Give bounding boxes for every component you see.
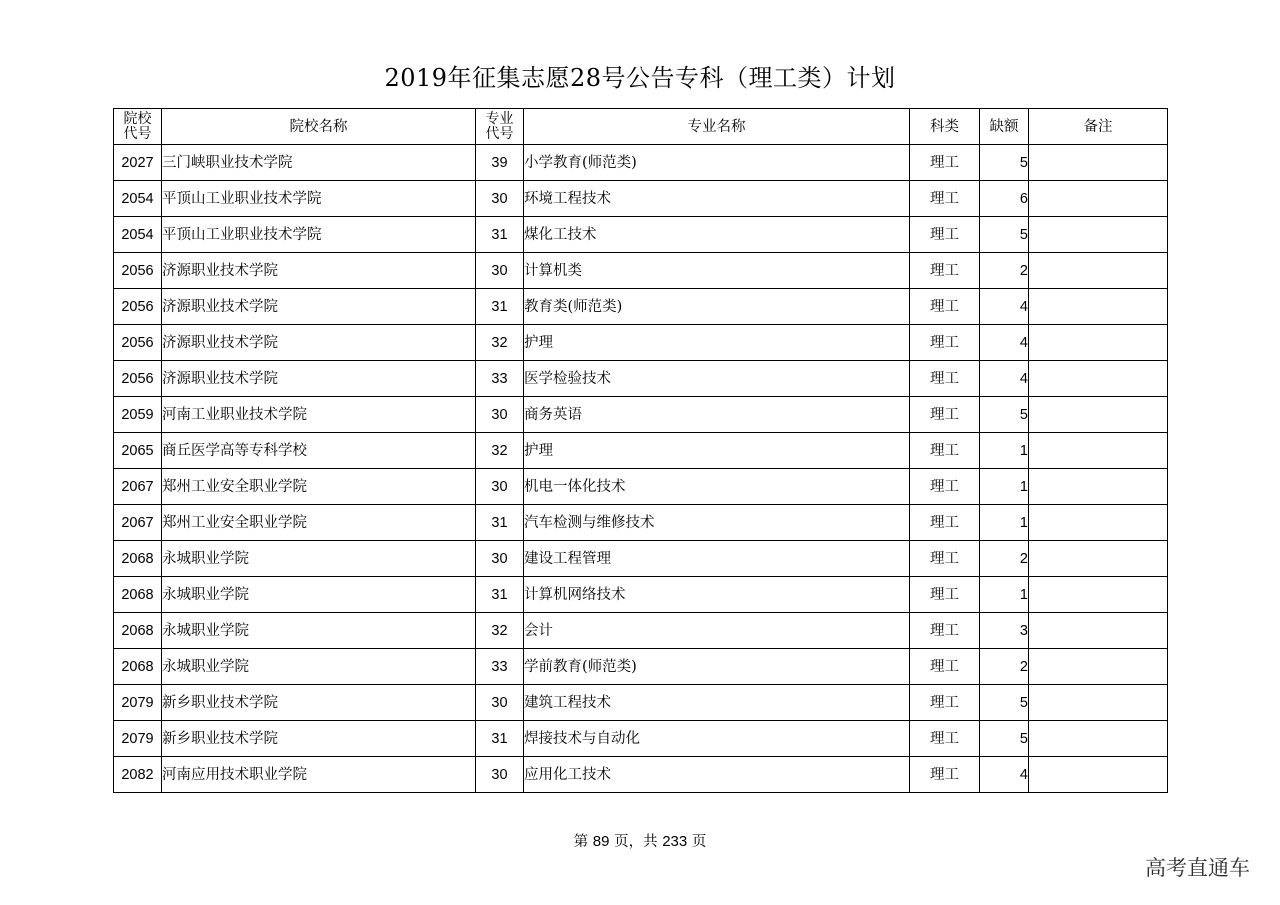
cell-major-name: 机电一体化技术 [524, 469, 910, 505]
cell-note [1029, 757, 1168, 793]
cell-major-name: 学前教育(师范类) [524, 649, 910, 685]
cell-quota: 5 [980, 397, 1029, 433]
header-school-code [114, 109, 162, 145]
table-row [114, 685, 1168, 721]
cell-category: 理工 [910, 181, 980, 217]
cell-major-name: 计算机类 [524, 253, 910, 289]
cell-school-code: 2056 [114, 289, 162, 325]
cell-major-name: 建设工程管理 [524, 541, 910, 577]
cell-category: 理工 [910, 685, 980, 721]
cell-school-code: 2068 [114, 613, 162, 649]
cell-category: 理工 [910, 325, 980, 361]
table-row [114, 181, 1168, 217]
cell-major-name: 煤化工技术 [524, 217, 910, 253]
cell-note [1029, 577, 1168, 613]
cell-major-code: 31 [476, 721, 524, 757]
table-row [114, 217, 1168, 253]
cell-school-name: 永城职业学院 [162, 577, 476, 613]
cell-school-name: 济源职业技术学院 [162, 325, 476, 361]
cell-note [1029, 361, 1168, 397]
cell-major-code: 30 [476, 757, 524, 793]
cell-school-code: 2056 [114, 253, 162, 289]
cell-major-code: 39 [476, 145, 524, 181]
cell-note [1029, 685, 1168, 721]
cell-school-code: 2079 [114, 721, 162, 757]
cell-school-code: 2067 [114, 469, 162, 505]
cell-major-code: 32 [476, 613, 524, 649]
cell-school-name: 平顶山工业职业技术学院 [162, 181, 476, 217]
cell-category: 理工 [910, 505, 980, 541]
cell-category: 理工 [910, 757, 980, 793]
cell-quota: 6 [980, 181, 1029, 217]
table-row [114, 253, 1168, 289]
footer-middle: 页，共 [609, 834, 663, 850]
cell-major-code: 30 [476, 181, 524, 217]
cell-school-code: 2056 [114, 361, 162, 397]
header-major-code-line2: 代号 [485, 125, 514, 142]
table-row [114, 289, 1168, 325]
cell-note [1029, 397, 1168, 433]
cell-school-code: 2027 [114, 145, 162, 181]
table-row [114, 469, 1168, 505]
cell-major-code: 31 [476, 577, 524, 613]
cell-school-name: 郑州工业安全职业学院 [162, 469, 476, 505]
table-row [114, 721, 1168, 757]
cell-school-name: 新乡职业技术学院 [162, 721, 476, 757]
cell-quota: 2 [980, 541, 1029, 577]
cell-note [1029, 505, 1168, 541]
watermark: 高考直通车 [1145, 856, 1250, 880]
header-note: 备注 [1029, 109, 1168, 145]
cell-school-code: 2056 [114, 325, 162, 361]
footer-suffix: 页 [687, 834, 707, 850]
table-row [114, 361, 1168, 397]
header-school-name: 院校名称 [162, 109, 476, 145]
table-row [114, 397, 1168, 433]
footer-prefix: 第 [573, 834, 593, 850]
cell-major-code: 30 [476, 541, 524, 577]
cell-major-code: 30 [476, 397, 524, 433]
table-row [114, 541, 1168, 577]
cell-school-name: 永城职业学院 [162, 541, 476, 577]
cell-school-name: 三门峡职业技术学院 [162, 145, 476, 181]
plan-table [113, 108, 1168, 793]
cell-major-name: 医学检验技术 [524, 361, 910, 397]
table-row [114, 145, 1168, 181]
cell-major-code: 30 [476, 253, 524, 289]
table-row [114, 325, 1168, 361]
cell-school-name: 永城职业学院 [162, 613, 476, 649]
cell-school-name: 商丘医学高等专科学校 [162, 433, 476, 469]
cell-major-code: 30 [476, 469, 524, 505]
cell-school-code: 2059 [114, 397, 162, 433]
cell-quota: 1 [980, 505, 1029, 541]
table-row [114, 577, 1168, 613]
cell-school-code: 2068 [114, 649, 162, 685]
cell-note [1029, 649, 1168, 685]
cell-school-name: 济源职业技术学院 [162, 289, 476, 325]
cell-school-code: 2079 [114, 685, 162, 721]
cell-school-name: 永城职业学院 [162, 649, 476, 685]
cell-category: 理工 [910, 721, 980, 757]
cell-major-name: 应用化工技术 [524, 757, 910, 793]
cell-school-code: 2068 [114, 577, 162, 613]
cell-category: 理工 [910, 469, 980, 505]
cell-major-code: 32 [476, 433, 524, 469]
cell-quota: 4 [980, 289, 1029, 325]
cell-quota: 2 [980, 253, 1029, 289]
table-header-row [114, 109, 1168, 145]
cell-note [1029, 469, 1168, 505]
cell-major-name: 教育类(师范类) [524, 289, 910, 325]
cell-category: 理工 [910, 433, 980, 469]
footer-page-number: 89 [592, 833, 610, 850]
cell-major-name: 环境工程技术 [524, 181, 910, 217]
cell-category: 理工 [910, 145, 980, 181]
cell-school-name: 济源职业技术学院 [162, 361, 476, 397]
cell-school-name: 济源职业技术学院 [162, 253, 476, 289]
cell-note [1029, 541, 1168, 577]
cell-note [1029, 217, 1168, 253]
table-row [114, 505, 1168, 541]
cell-school-name: 新乡职业技术学院 [162, 685, 476, 721]
cell-major-name: 计算机网络技术 [524, 577, 910, 613]
header-major-code-line1: 专业 [485, 110, 514, 127]
cell-category: 理工 [910, 217, 980, 253]
cell-school-code: 2082 [114, 757, 162, 793]
header-category: 科类 [910, 109, 980, 145]
cell-major-name: 护理 [524, 325, 910, 361]
cell-quota: 1 [980, 577, 1029, 613]
cell-quota: 1 [980, 469, 1029, 505]
footer-total-pages: 233 [662, 833, 688, 850]
cell-note [1029, 721, 1168, 757]
cell-school-code: 2068 [114, 541, 162, 577]
cell-category: 理工 [910, 577, 980, 613]
cell-category: 理工 [910, 649, 980, 685]
cell-major-code: 31 [476, 505, 524, 541]
cell-note [1029, 613, 1168, 649]
cell-quota: 2 [980, 649, 1029, 685]
cell-quota: 5 [980, 145, 1029, 181]
cell-category: 理工 [910, 289, 980, 325]
cell-major-code: 31 [476, 217, 524, 253]
cell-major-name: 小学教育(师范类) [524, 145, 910, 181]
header-school-code-line1: 院校 [123, 110, 152, 127]
table-body [114, 145, 1168, 793]
cell-major-name: 汽车检测与维修技术 [524, 505, 910, 541]
cell-note [1029, 325, 1168, 361]
cell-major-code: 32 [476, 325, 524, 361]
cell-major-name: 会计 [524, 613, 910, 649]
cell-note [1029, 145, 1168, 181]
cell-school-name: 平顶山工业职业技术学院 [162, 217, 476, 253]
cell-major-code: 33 [476, 361, 524, 397]
cell-note [1029, 253, 1168, 289]
cell-major-name: 建筑工程技术 [524, 685, 910, 721]
cell-category: 理工 [910, 613, 980, 649]
cell-quota: 4 [980, 325, 1029, 361]
cell-quota: 4 [980, 361, 1029, 397]
page-title: 2019年征集志愿28号公告专科（理工类）计划 [384, 64, 896, 92]
table-row [114, 613, 1168, 649]
cell-note [1029, 289, 1168, 325]
cell-quota: 5 [980, 685, 1029, 721]
cell-category: 理工 [910, 253, 980, 289]
cell-category: 理工 [910, 397, 980, 433]
cell-quota: 5 [980, 721, 1029, 757]
cell-school-code: 2067 [114, 505, 162, 541]
table-row [114, 433, 1168, 469]
cell-major-code: 31 [476, 289, 524, 325]
header-major-code [476, 109, 524, 145]
cell-school-code: 2054 [114, 217, 162, 253]
cell-major-name: 焊接技术与自动化 [524, 721, 910, 757]
cell-note [1029, 433, 1168, 469]
cell-quota: 5 [980, 217, 1029, 253]
cell-school-code: 2065 [114, 433, 162, 469]
cell-school-name: 郑州工业安全职业学院 [162, 505, 476, 541]
cell-quota: 3 [980, 613, 1029, 649]
cell-school-name: 河南应用技术职业学院 [162, 757, 476, 793]
cell-school-code: 2054 [114, 181, 162, 217]
page-footer [0, 830, 1280, 851]
cell-note [1029, 181, 1168, 217]
cell-major-code: 33 [476, 649, 524, 685]
cell-major-code: 30 [476, 685, 524, 721]
cell-quota: 1 [980, 433, 1029, 469]
cell-category: 理工 [910, 361, 980, 397]
cell-category: 理工 [910, 541, 980, 577]
cell-major-name: 护理 [524, 433, 910, 469]
cell-school-name: 河南工业职业技术学院 [162, 397, 476, 433]
table-row [114, 757, 1168, 793]
cell-major-name: 商务英语 [524, 397, 910, 433]
header-school-code-line2: 代号 [123, 125, 152, 142]
header-major-name: 专业名称 [524, 109, 910, 145]
table-row [114, 649, 1168, 685]
header-quota: 缺额 [980, 109, 1029, 145]
cell-quota: 4 [980, 757, 1029, 793]
